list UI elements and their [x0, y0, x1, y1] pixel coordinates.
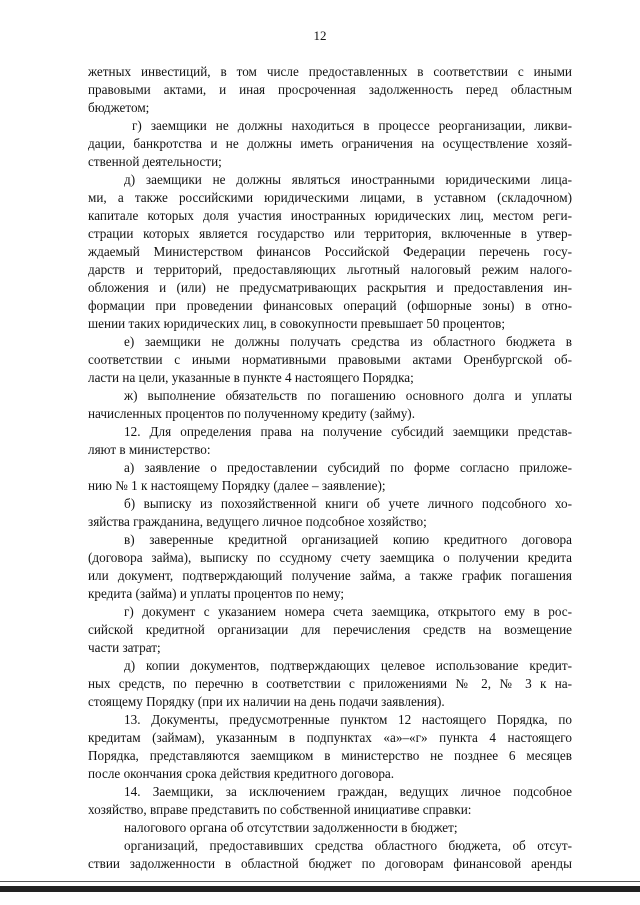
- footer-rule: [0, 886, 640, 892]
- text-line: (договора займа), выписку по ссудному счету заемщика о получении кредита: [88, 550, 572, 565]
- text-line: сийской кредитной организации для перечисления средств на возмещение: [88, 622, 572, 637]
- text-line: кредита (займа) и уплаты процентов по нему;: [88, 586, 345, 601]
- text-line: г) документ с указанием номера счета заемщика, открытого ему в рос-: [124, 604, 572, 619]
- text-line: Порядка, представляются заемщиком в министерство не позднее 6 месяцев: [88, 748, 572, 763]
- text-line: д) копии документов, подтверждающих целевое использование кредит-: [124, 658, 572, 673]
- text-line: ляют в министерство:: [88, 442, 211, 457]
- text-line: шении таких юридических лиц, в совокупности превышает 50 процентов;: [88, 316, 505, 331]
- text-line: 14. Заемщики, за исключением граждан, ведущих личное подсобное: [124, 784, 572, 799]
- text-line: начисленных процентов по полученному кредиту (займу).: [88, 406, 415, 421]
- text-line: ми, а также российскими юридическими лицами, в уставном (складочном): [88, 190, 572, 205]
- text-line: после окончания срока действия кредитного договора.: [88, 766, 395, 781]
- page-number: 12: [313, 28, 327, 43]
- document-body: [88, 63, 572, 873]
- text-line: части затрат;: [88, 640, 161, 655]
- text-line: соответствии с иными нормативными правовыми актами Оренбургской об-: [88, 352, 572, 367]
- text-line: а) заявление о предоставлении субсидий по форме согласно приложе-: [124, 460, 572, 475]
- text-line: д) заемщики не должны являться иностранными юридическими лица-: [124, 172, 572, 187]
- text-line: формации при проведении финансовых операций (офшорные зоны) в отно-: [88, 298, 572, 313]
- text-line: хозяйство, вправе представить по собственной инициативе справки:: [88, 802, 472, 817]
- text-line: страции которых является государство или территория, включенные в утвер-: [88, 226, 572, 241]
- text-line: жетных инвестиций, в том числе предоставленных в соответствии с иными: [88, 64, 572, 79]
- text-line: ждаемый Министерством финансов Российской Федерации перечень госу-: [88, 244, 572, 259]
- text-line: капитале которых доля участия иностранных юридических лиц, местом реги-: [88, 208, 572, 223]
- text-line: дации, банкротства и не должны иметь ограничения на осуществление хозяй-: [88, 136, 572, 151]
- text-line: нию № 1 к настоящему Порядку (далее – заявление);: [88, 478, 386, 493]
- text-line: бюджетом;: [88, 100, 150, 115]
- text-line: в) заверенные кредитной организацией копию кредитного договора: [124, 532, 572, 547]
- text-line: ж) выполнение обязательств по погашению основного долга и уплаты: [124, 388, 572, 403]
- text-line: е) заемщики не должны получать средства из областного бюджета в: [124, 334, 572, 349]
- text-line: 13. Документы, предусмотренные пунктом 12 настоящего Порядка, по: [124, 712, 572, 727]
- text-line: стоящему Порядку (при их наличии на день подачи заявления).: [88, 694, 445, 709]
- text-line: дарств и территорий, предоставляющих льготный налоговый режим налого-: [88, 262, 572, 277]
- text-line: ласти на цели, указанные в пункте 4 настоящего Порядка;: [88, 370, 414, 385]
- text-line: г) заемщики не должны находиться в процессе реорганизации, ликви-: [132, 118, 572, 133]
- text-line: обложения и (или) не предусматривающих раскрытия и предоставления ин-: [88, 280, 572, 295]
- text-line: ственной деятельности;: [88, 154, 222, 169]
- text-line: зяйства гражданина, ведущего личное подсобное хозяйство;: [88, 514, 427, 529]
- text-line: б) выписку из похозяйственной книги об учете личного подсобного хо-: [124, 496, 572, 511]
- text-line: ствии задолженности в областной бюджет по договорам финансовой аренды: [88, 856, 572, 871]
- text-line: ных средств, по перечню в соответствии с приложениями № 2, № 3 к на-: [88, 676, 572, 691]
- text-line: правовыми актами, и иная просроченная задолженность перед областным: [88, 82, 572, 97]
- text-line: кредитам (займам), указанным в подпунктах «а»–«г» пункта 4 настоящего: [88, 730, 572, 745]
- text-line: налогового органа об отсутствии задолженности в бюджет;: [124, 820, 458, 835]
- text-line: 12. Для определения права на получение субсидий заемщики представ-: [124, 424, 572, 439]
- text-line: организаций, предоставивших средства областного бюджета, об отсут-: [124, 838, 572, 853]
- footer-rule-thin: [0, 881, 640, 882]
- text-line: или документ, подтверждающий получение займа, а также график погашения: [88, 568, 572, 583]
